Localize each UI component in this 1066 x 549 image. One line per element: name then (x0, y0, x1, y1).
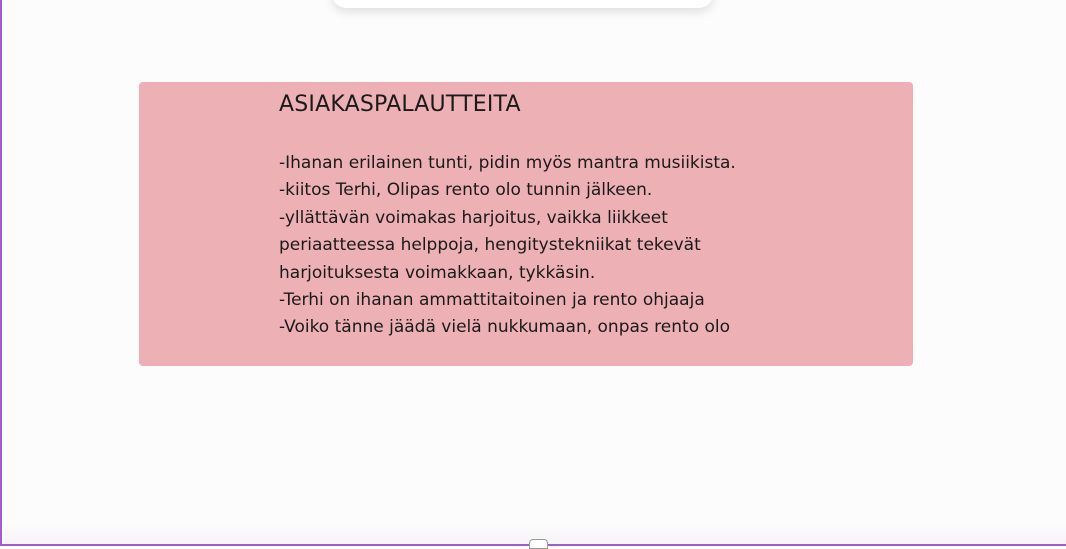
feedback-title: ASIAKASPALAUTTEITA (279, 92, 521, 117)
feedback-list (279, 150, 736, 342)
feedback-line: periaatteessa helppoja, hengitystekniikat tekevät (279, 235, 701, 256)
feedback-panel (139, 82, 913, 366)
feedback-line: -Voiko tänne jäädä vielä nukkumaan, onpas rento olo (279, 317, 731, 338)
top-card (332, 0, 713, 8)
feedback-line: -Ihanan erilainen tunti, pidin myös mantra musiikista. (279, 153, 736, 173)
resize-handle[interactable] (529, 539, 548, 549)
feedback-line: harjoituksesta voimakkaan, tykkäsin. (279, 262, 596, 283)
feedback-line: -Terhi on ihanan ammattitaitoinen ja rento ohjaaja (279, 290, 705, 311)
feedback-line: -yllättävän voimakas harjoitus, vaikka liikkeet (279, 207, 668, 228)
feedback-line: -kiitos Terhi, Olipas rento olo tunnin jälkeen. (279, 180, 653, 201)
